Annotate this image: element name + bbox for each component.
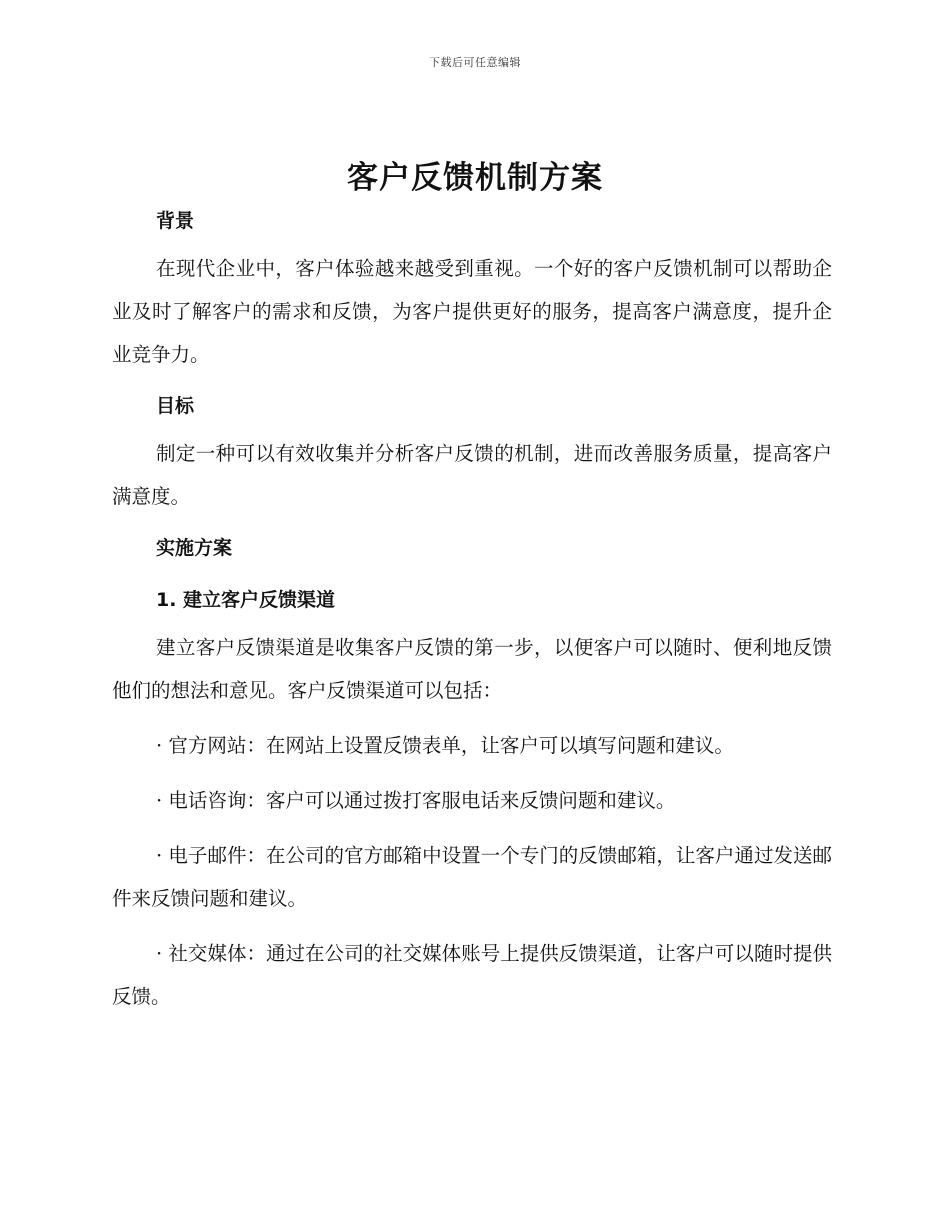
document-body: [112, 203, 832, 1018]
list-item-phone: · 电话咨询：客户可以通过拨打客服电话来反馈问题和建议。: [156, 789, 676, 812]
document-title: 客户反馈机制方案: [347, 160, 603, 196]
section-heading-goal: 目标: [156, 395, 195, 417]
list-item-email: · 电子邮件：在公司的官方邮箱中设置一个专门的反馈邮箱，让客户通过发送邮件来反馈问题和建议。: [112, 844, 832, 910]
channels-intro-paragraph: 建立客户反馈渠道是收集客户反馈的第一步，以便客户可以随时、便利地反馈他们的想法和意见。客户反馈渠道可以包括：: [112, 636, 832, 702]
background-paragraph: 在现代企业中，客户体验越来越受到重视。一个好的客户反馈机制可以帮助企业及时了解客户的需求和反馈，为客户提供更好的服务，提高客户满意度，提升企业竞争力。: [112, 257, 832, 366]
subsection-heading-channels: 1. 建立客户反馈渠道: [156, 589, 336, 611]
section-heading-plan: 实施方案: [156, 537, 233, 559]
goal-paragraph: 制定一种可以有效收集并分析客户反馈的机制，进而改善服务质量，提高客户满意度。: [112, 442, 832, 508]
list-item-social-media: · 社交媒体：通过在公司的社交媒体账号上提供反馈渠道，让客户可以随时提供反馈。: [112, 942, 832, 1008]
list-item-official-website: · 官方网站：在网站上设置反馈表单，让客户可以填写问题和建议。: [156, 734, 734, 757]
page-header-note: 下载后可任意编辑: [429, 56, 521, 69]
section-heading-background: 背景: [156, 210, 195, 232]
